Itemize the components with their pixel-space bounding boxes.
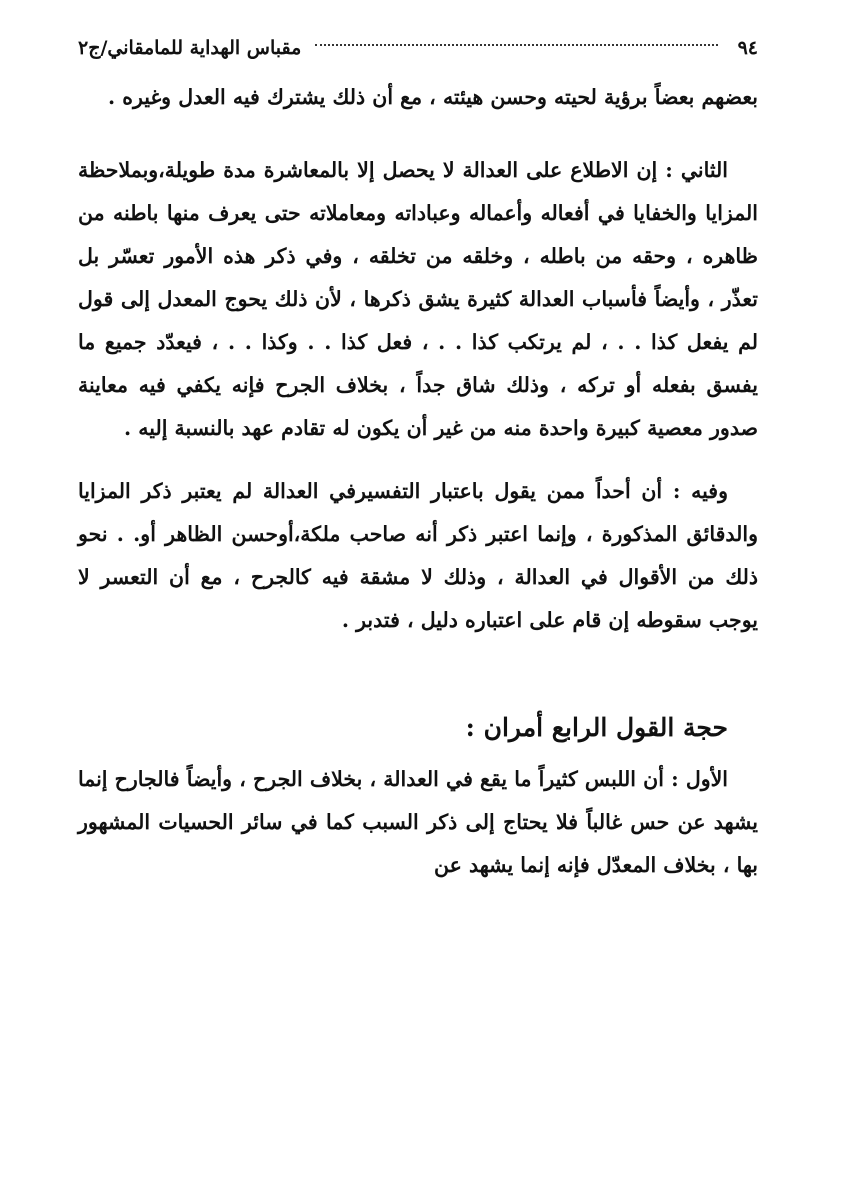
header-dotted-leader	[315, 44, 717, 46]
page-number: ٩٤	[737, 37, 758, 59]
paragraph-second-argument: الثاني : إن الاطلاع على العدالة لا يحصل إلا بالمعاشرة مدة طويلة،وبملاحظة المزايا والخفايا في أفعاله وأعماله وعباداته ومعاملاته حتى يعرف منها باطنه من ظاهره ، وحقه من باطله ، وخلقه من تخلقه ، وفي ذكر هذه الأمور تعسّر بل تعذّر ، وأيضاً فأسباب العدالة كثيرة يشق ذكرها ، لأن ذلك يحوج المعدل إلى قول لم يفعل كذا . . ، لم يرتكب كذا . . ، فعل كذا . . وكذا . . ، فيعدّد جميع ما يفسق بفعله أو تركه ، وذلك شاق جداً ، بخلاف الجرح فإنه يكفي فيه معاينة صدور معصية كبيرة واحدة منه من غير أن يكون له تقادم عهد بالنسبة إليه .	[78, 158, 758, 440]
book-title: مقباس الهداية للمامقاني/ج٢	[78, 37, 302, 59]
running-header	[78, 28, 758, 68]
section-heading: حجة القول الرابع أمران :	[465, 713, 728, 742]
document-page	[78, 28, 758, 887]
paragraph-first-argument: الأول : أن اللبس كثيراً ما يقع في العدالة ، بخلاف الجرح ، وأيضاً فالجارح إنما يشهد عن حس غالباً فلا يحتاج إلى ذكر السبب كما في سائر الحسيات المشهور بها ، بخلاف المعدّل فإنه إنما يشهد عن	[78, 767, 758, 877]
paragraph-continuation: بعضهم بعضاً برؤية لحيته وحسن هيئته ، مع أن ذلك يشترك فيه العدل وغيره .	[107, 85, 758, 109]
paragraph-rebuttal: وفيه : أن أحداً ممن يقول باعتبار التفسيرفي العدالة لم يعتبر ذكر المزايا والدقائق المذكورة ، وإنما اعتبر ذكر أنه صاحب ملكة،أوحسن الظاهر أو. . نحو ذلك من الأقوال في العدالة ، وذلك لا مشقة فيه كالجرح ، مع أن التعسر لا يوجب سقوطه إن قام على اعتباره دليل ، فتدبر .	[78, 479, 758, 632]
